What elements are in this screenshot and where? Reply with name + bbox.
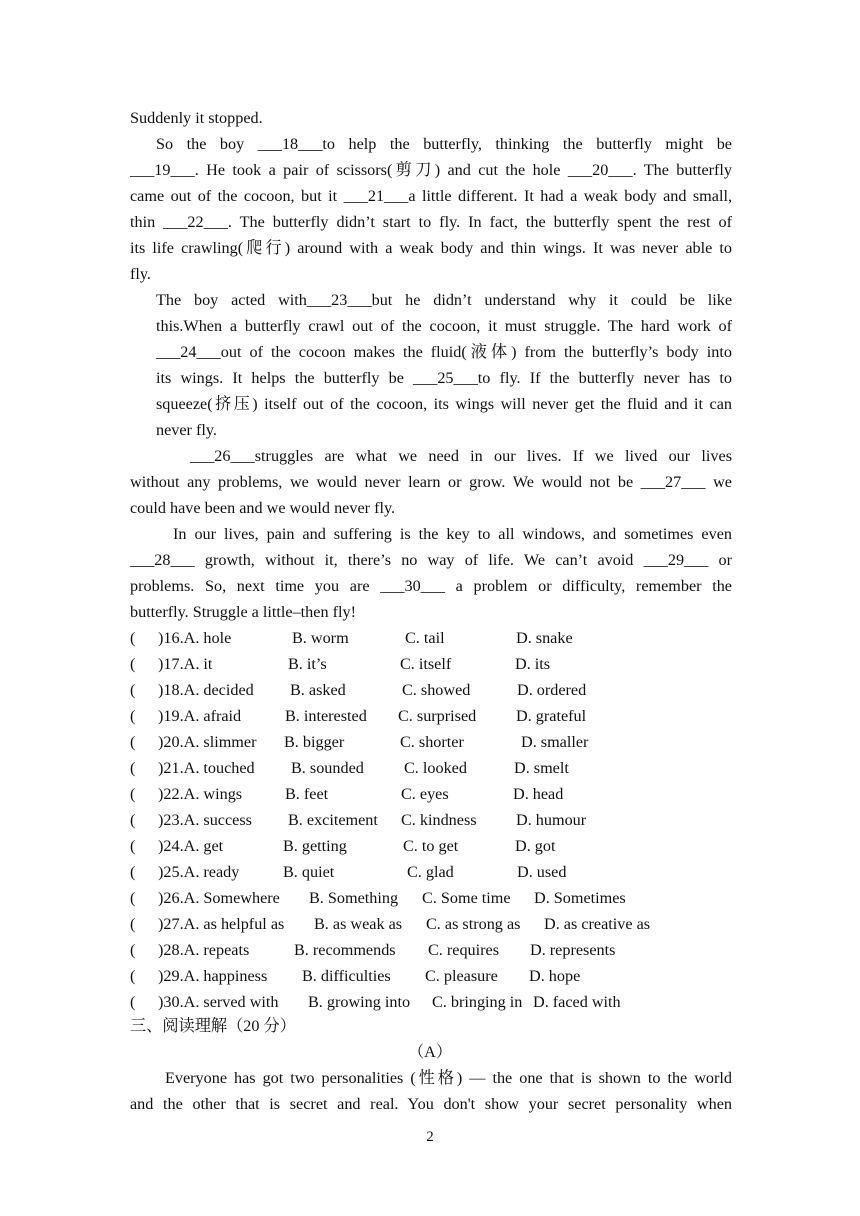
option-c: C. itself xyxy=(400,655,452,673)
question-number: )21. xyxy=(158,759,184,777)
passage-line: its wings. It helps the butterfly be ___25___to fly. If the butterfly never has to xyxy=(156,369,732,387)
option-c: C. looked xyxy=(404,759,467,777)
passage-line: without any problems, we would never learn or grow. We would not be ___27___ we xyxy=(130,473,732,491)
question-paren: ( xyxy=(130,837,136,855)
option-a: A. happiness xyxy=(183,967,268,985)
option-b: B. getting xyxy=(283,837,347,855)
question-row xyxy=(130,989,732,1015)
option-a: A. afraid xyxy=(183,707,242,725)
question-row xyxy=(130,885,732,911)
question-row xyxy=(130,781,732,807)
option-d: D. smelt xyxy=(514,759,569,777)
option-c: C. bringing in xyxy=(432,993,523,1011)
option-b: B. sounded xyxy=(291,759,364,777)
question-row xyxy=(130,677,732,703)
option-d: D. humour xyxy=(516,811,587,829)
option-c: C. pleasure xyxy=(425,967,498,985)
question-paren: ( xyxy=(130,655,136,673)
section-heading: 三、阅读理解（20 分） xyxy=(130,1017,296,1035)
question-number: )24. xyxy=(158,837,184,855)
question-number: )26. xyxy=(158,889,184,907)
option-d: D. ordered xyxy=(517,681,587,699)
passage-line: squeeze(挤压) itself out of the cocoon, its wings will never get the fluid and it can xyxy=(156,395,732,413)
option-c: C. as strong as xyxy=(426,915,521,933)
option-a: A. ready xyxy=(183,863,240,881)
option-b: B. worm xyxy=(292,629,349,647)
question-number: )16. xyxy=(158,629,184,647)
question-row xyxy=(130,651,732,677)
option-c: C. showed xyxy=(402,681,471,699)
passage-line: its life crawling(爬行) around with a weak body and thin wings. It was never able to xyxy=(130,239,732,257)
option-a: A. hole xyxy=(183,629,232,647)
option-d: D. grateful xyxy=(516,707,587,725)
option-a: A. Somewhere xyxy=(183,889,280,907)
option-c: C. requires xyxy=(428,941,500,959)
option-c: C. tail xyxy=(405,629,445,647)
option-b: B. growing into xyxy=(308,993,411,1011)
option-d: D. head xyxy=(513,785,564,803)
option-d: D. Sometimes xyxy=(534,889,626,907)
page-number: 2 xyxy=(426,1129,434,1145)
question-row xyxy=(130,755,732,781)
question-number: )18. xyxy=(158,681,184,699)
passage-line: butterfly. Struggle a little–then fly! xyxy=(130,603,356,621)
question-paren: ( xyxy=(130,733,136,751)
question-paren: ( xyxy=(130,993,136,1011)
question-paren: ( xyxy=(130,785,136,803)
option-c: C. to get xyxy=(403,837,459,855)
question-row xyxy=(130,625,732,651)
option-b: B. Something xyxy=(309,889,399,907)
option-a: A. it xyxy=(183,655,213,673)
option-b: B. recommends xyxy=(294,941,396,959)
option-d: D. smaller xyxy=(521,733,589,751)
question-paren: ( xyxy=(130,889,136,907)
option-b: B. bigger xyxy=(284,733,345,751)
question-number: )25. xyxy=(158,863,184,881)
question-number: )28. xyxy=(158,941,184,959)
option-b: B. interested xyxy=(285,707,367,725)
passage-line: The boy acted with___23___but he didn’t understand why it could be like xyxy=(156,291,732,309)
option-d: D. as creative as xyxy=(544,915,651,933)
passage-line: ___19___. He took a pair of scissors(剪刀) and cut the hole ___20___. The butterfly xyxy=(130,161,732,179)
question-number: )19. xyxy=(158,707,184,725)
passage-line: Suddenly it stopped. xyxy=(130,109,263,127)
option-a: A. get xyxy=(183,837,224,855)
option-d: D. snake xyxy=(516,629,573,647)
passage-line: this.When a butterfly crawl out of the cocoon, it must struggle. The hard work of xyxy=(156,317,732,335)
question-number: )23. xyxy=(158,811,184,829)
option-a: A. served with xyxy=(183,993,279,1011)
question-row xyxy=(130,937,732,963)
question-paren: ( xyxy=(130,707,136,725)
question-row xyxy=(130,807,732,833)
passage-line: came out of the cocoon, but it ___21___a little different. It had a weak body and small, xyxy=(130,187,732,205)
option-a: A. slimmer xyxy=(183,733,257,751)
option-b: B. feet xyxy=(285,785,329,803)
question-paren: ( xyxy=(130,629,136,647)
option-b: B. quiet xyxy=(283,863,335,881)
question-row xyxy=(130,703,732,729)
option-d: D. used xyxy=(517,863,567,881)
question-number: )27. xyxy=(158,915,184,933)
passage-line: ___26___struggles are what we need in our lives. If we lived our lives xyxy=(190,447,732,465)
passage-line: problems. So, next time you are ___30___ a problem or difficulty, remember the xyxy=(130,577,732,595)
option-c: C. glad xyxy=(407,863,454,881)
option-b: B. difficulties xyxy=(302,967,391,985)
option-d: D. got xyxy=(515,837,556,855)
option-a: A. repeats xyxy=(183,941,250,959)
option-d: D. represents xyxy=(530,941,616,959)
question-paren: ( xyxy=(130,811,136,829)
option-b: B. excitement xyxy=(288,811,378,829)
option-b: B. asked xyxy=(290,681,346,699)
question-paren: ( xyxy=(130,681,136,699)
option-d: D. hope xyxy=(529,967,581,985)
option-c: C. Some time xyxy=(422,889,511,907)
question-row xyxy=(130,729,732,755)
question-row xyxy=(130,859,732,885)
option-a: A. touched xyxy=(183,759,255,777)
option-b: B. as weak as xyxy=(314,915,403,933)
question-number: )30. xyxy=(158,993,184,1011)
option-d: D. faced with xyxy=(533,993,621,1011)
passage-line: ___28___ growth, without it, there’s no way of life. We can’t avoid ___29___ or xyxy=(130,551,732,569)
question-row xyxy=(130,911,732,937)
passage-line: could have been and we would never fly. xyxy=(130,499,396,517)
question-number: )22. xyxy=(158,785,184,803)
question-paren: ( xyxy=(130,863,136,881)
question-paren: ( xyxy=(130,759,136,777)
question-row xyxy=(130,833,732,859)
option-c: C. kindness xyxy=(401,811,477,829)
passage-line: fly. xyxy=(130,265,151,283)
question-paren: ( xyxy=(130,941,136,959)
question-paren: ( xyxy=(130,915,136,933)
option-a: A. wings xyxy=(183,785,243,803)
passage-line: ___24___out of the cocoon makes the fluid(液体) from the butterfly’s body into xyxy=(156,343,732,361)
option-c: C. shorter xyxy=(400,733,464,751)
option-a: A. as helpful as xyxy=(183,915,285,933)
reading-line: Everyone has got two personalities (性格) — the one that is shown to the world xyxy=(165,1069,732,1087)
option-c: C. eyes xyxy=(401,785,449,803)
question-paren: ( xyxy=(130,967,136,985)
passage-line: In our lives, pain and suffering is the key to all windows, and sometimes even xyxy=(173,525,732,543)
option-a: A. decided xyxy=(183,681,254,699)
passage-line: So the boy ___18___to help the butterfly, thinking the butterfly might be xyxy=(156,135,732,153)
question-number: )29. xyxy=(158,967,184,985)
question-number: )17. xyxy=(158,655,184,673)
option-d: D. its xyxy=(515,655,551,673)
option-b: B. it’s xyxy=(288,655,327,673)
passage-line: never fly. xyxy=(156,421,217,439)
question-number: )20. xyxy=(158,733,184,751)
option-a: A. success xyxy=(183,811,252,829)
option-c: C. surprised xyxy=(398,707,477,725)
part-label: （A） xyxy=(407,1043,453,1061)
passage-line: thin ___22___. The butterfly didn’t start to fly. In fact, the butterfly spent the rest of xyxy=(130,213,732,231)
reading-line: and the other that is secret and real. You don't show your secret personality when xyxy=(130,1095,732,1113)
question-row xyxy=(130,963,732,989)
